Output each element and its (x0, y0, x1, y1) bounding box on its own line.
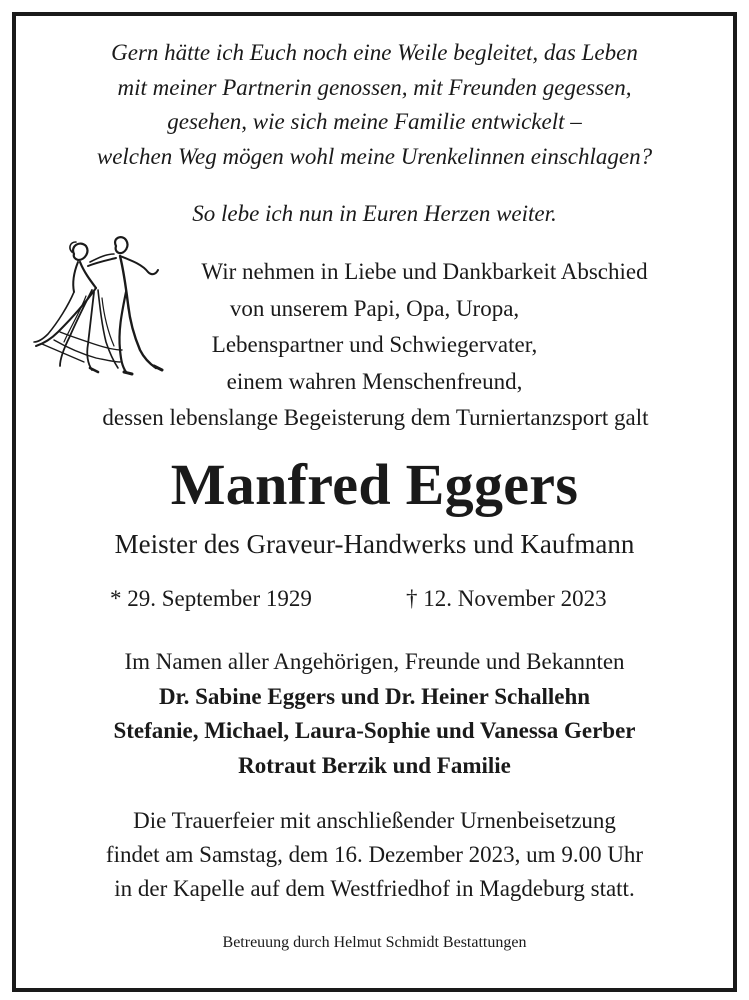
motto (0, 197, 749, 231)
mourners-intro: Im Namen aller Angehörigen, Freunde und Bekannten (124, 649, 625, 674)
poem-line: mit meiner Partnerin genossen, mit Freunden gegessen, (117, 74, 632, 100)
poem-line: gesehen, wie sich meine Familie entwickelt – (167, 109, 582, 134)
farewell-line: dessen lebenslange Begeisterung dem Turniertanzsport galt (102, 405, 649, 430)
death-date: † 12. November 2023 (406, 586, 607, 611)
service-line: findet am Samstag, dem 16. Dezember 2023, um 9.00 Uhr (105, 842, 644, 867)
farewell-line: von unserem Papi, Opa, Uropa, (229, 295, 520, 321)
poem-line: welchen Weg mögen wohl meine Urenkelinnen einschlagen? (96, 143, 653, 169)
poem-line: Gern hätte ich Euch noch eine Weile begleitet, das Leben (111, 40, 638, 65)
farewell-line: Lebenspartner und Schwiegervater, (211, 332, 538, 357)
deceased-title: Meister des Graveur-Handwerks und Kaufmann (114, 529, 635, 559)
mourner-name: Rotraut Berzik und Familie (238, 752, 511, 778)
life-dates (0, 582, 749, 616)
deceased-name: Manfred Eggers (170, 452, 579, 517)
mourner-name: Stefanie, Michael, Laura-Sophie und Vanessa Gerber (113, 718, 636, 743)
mourner-name: Dr. Sabine Eggers und Dr. Heiner Schallehn (158, 683, 591, 709)
mourners (0, 645, 749, 783)
service-line: in der Kapelle auf dem Westfriedhof in Magdeburg statt. (114, 876, 635, 901)
motto-line: So lebe ich nun in Euren Herzen weiter. (192, 201, 557, 226)
farewell-line: einem wahren Menschenfreund, (226, 368, 523, 394)
birth-date: * 29. September 1929 (110, 586, 312, 611)
poem (0, 36, 749, 174)
undertaker-credit: Betreuung durch Helmut Schmidt Bestattungen (222, 934, 527, 951)
funeral-service-info (0, 804, 749, 906)
service-line: Die Trauerfeier mit anschließender Urnenbeisetzung (133, 808, 616, 833)
farewell-text (0, 254, 749, 437)
farewell-line: Wir nehmen in Liebe und Dankbarkeit Abschied (201, 259, 648, 284)
